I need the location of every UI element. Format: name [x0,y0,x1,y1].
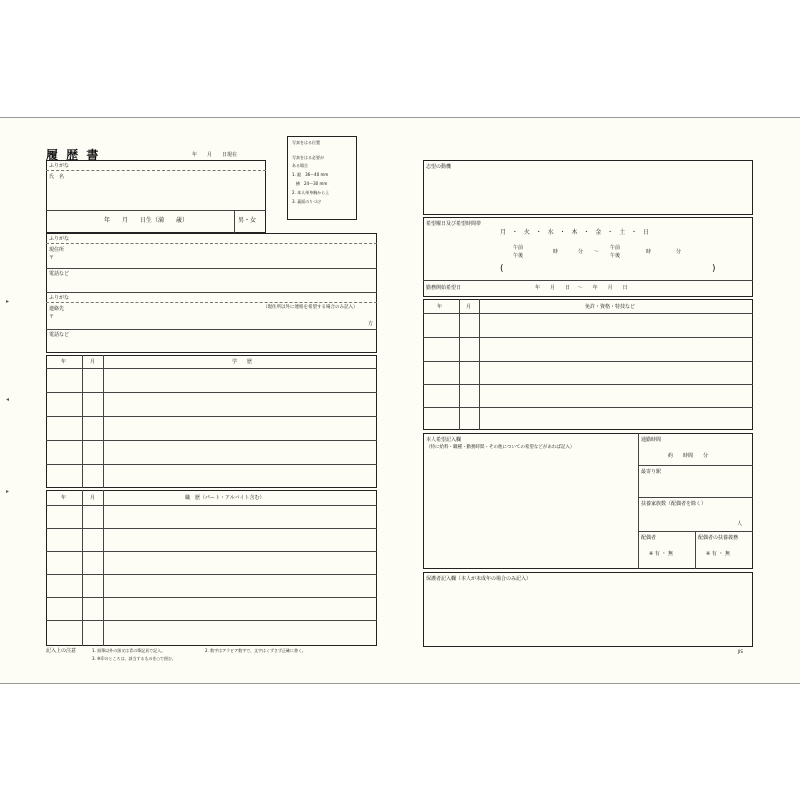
start-label: 勤務開始希望日 [426,285,462,291]
date-label: 年 月 日現在 [192,152,238,158]
edu-row-line [46,416,377,417]
binding-mark-middle: ◂ [6,396,10,403]
furigana-label: ふりがな [49,163,70,169]
days-label: 希望曜日及び希望時間帯 [426,221,482,227]
postal-label: 〒 [49,255,55,261]
time-dash: ～ [594,249,600,255]
qual-col-divider-1 [459,299,460,430]
side-line-2 [638,497,753,498]
career-row-line [46,505,377,506]
qual-row-line [423,407,753,408]
wishes-label: 本人希望記入欄 [426,437,462,443]
notes-label: 記入上の注意 [46,648,77,654]
photo-note-4: 横 24～30 mm [292,181,328,186]
career-col-month: 月 [90,495,96,501]
spouse-value: ※ 有 ・ 無 [649,551,673,557]
spouse-duty-value: ※ 有 ・ 無 [706,551,730,557]
time-min-1: 分 [578,249,584,255]
side-spouse-divider [695,531,696,569]
note-1: 1. 鉛筆以外の黒又は青の筆記具で記入。 [92,648,166,653]
edu-row-line [46,440,377,441]
postal2-label: 〒 [49,314,55,320]
page-title: 履 歴 書 [46,148,101,162]
guardian-box [423,572,753,647]
edu-row-line [46,368,377,369]
dependents-unit: 人 [737,521,743,527]
qual-col-year: 年 [437,304,443,310]
qual-row-line [423,361,753,362]
binding-mark-bottom: ▸ [6,488,10,495]
photo-note-6: 3. 裏面のりづけ [292,199,322,204]
career-col-divider-1 [82,490,83,646]
wishes-side-divider [638,433,639,569]
name-label: 氏 名 [49,174,65,180]
address-contact-divider [46,292,377,293]
paren-close: ) [712,264,716,274]
contact-phone-divider [46,329,377,330]
photo-note-2: ある場合 [292,163,308,168]
qual-row-line [423,313,753,314]
binding-mark-top: ▸ [6,298,10,305]
education-table [46,355,377,488]
phone-label: 電話など [49,271,70,277]
career-col-divider-2 [103,490,104,646]
page-code: JIS [738,649,743,654]
career-table [46,490,377,646]
qual-col-divider-2 [479,299,480,430]
edu-col-month: 月 [90,359,96,365]
time-am-1: 午前 [513,245,524,251]
furigana2-line [46,243,377,244]
qual-row-line [423,384,753,385]
motive-label: 志望の動機 [426,164,452,170]
career-row-line [46,597,377,598]
qual-col-content: 免許・資格・特技など [585,304,636,310]
address-phone-divider [46,268,377,269]
time-min-2: 分 [676,249,682,255]
photo-note-5: 2. 本人単身胸から上 [292,190,330,195]
time-hour-1: 時 [553,249,559,255]
career-col-year: 年 [61,495,67,501]
photo-note-3: 1. 縦 36～40 mm [292,172,329,177]
time-hour-2: 時 [646,249,652,255]
birth-label: 年 月 日生（満 歳） [104,217,189,224]
commute-value: 約 時間 分 [668,453,709,459]
furigana2-label: ふりがな [49,236,70,242]
gender-label: 男・女 [238,217,257,224]
dependents-label: 扶養家族数（配偶者を除く） [641,501,707,507]
side-line-1 [638,465,753,466]
furigana3-label: ふりがな [49,295,70,301]
days-options: 月 ・ 火 ・ 水 ・ 木 ・ 金 ・ 土 ・ 日 [500,229,649,236]
time-pm-2: 午後 [610,253,621,259]
spouse-label: 配偶者 [641,535,657,541]
career-row-line [46,620,377,621]
note-2: 2. 数字はアラビア数字で、文字はくずさず正確に書く。 [205,648,306,653]
contact-suffix: 方 [368,321,374,327]
edu-col-divider-2 [103,355,104,488]
qual-col-month: 月 [466,304,472,310]
career-row-line [46,574,377,575]
edu-row-line [46,392,377,393]
contact-label: 連絡先 [49,306,65,312]
qualification-table [423,299,753,430]
furigana3-line [46,302,377,303]
career-row-line [46,551,377,552]
motive-box [423,160,753,215]
edu-col-divider-1 [82,355,83,488]
career-row-line [46,528,377,529]
contact-note: （現住所以外に連絡を希望する場合のみ記入） [263,305,358,310]
commute-label: 通勤時間 [641,437,662,443]
edu-col-content: 学 歴 [232,359,253,365]
start-date: 年 月 日 ～ 年 月 日 [535,285,628,291]
time-am-2: 午前 [610,245,621,251]
time-pm-1: 午後 [513,253,524,259]
edu-col-year: 年 [61,359,67,365]
furigana-line [46,170,266,171]
guardian-label: 保護者記入欄（本人が未成年の場合のみ記入） [426,576,532,582]
qual-row-line [423,337,753,338]
wishes-sub: （特に給料・職種・勤務時間・その他についての希望などがあれば記入） [426,445,575,450]
edu-row-line [46,464,377,465]
career-col-content: 職 歴（パート・アルバイト含む） [185,495,265,501]
schedule-start-divider [423,280,753,281]
phone2-label: 電話など [49,332,70,338]
gender-divider [234,210,235,233]
name-birth-divider [46,210,266,211]
paren-open: ( [500,264,504,274]
address-label: 現住所 [49,247,65,253]
photo-note-1: 写真をはる必要が [292,155,324,160]
address-block [46,233,377,353]
photo-box [287,136,357,220]
photo-note-0: 写真をはる位置 [292,140,320,145]
spouse-duty-label: 配偶者の扶養義務 [698,535,739,541]
station-label: 最寄り駅 [641,469,662,475]
note-3: 3. ※印のところは、該当するものを○で囲む。 [92,656,176,661]
